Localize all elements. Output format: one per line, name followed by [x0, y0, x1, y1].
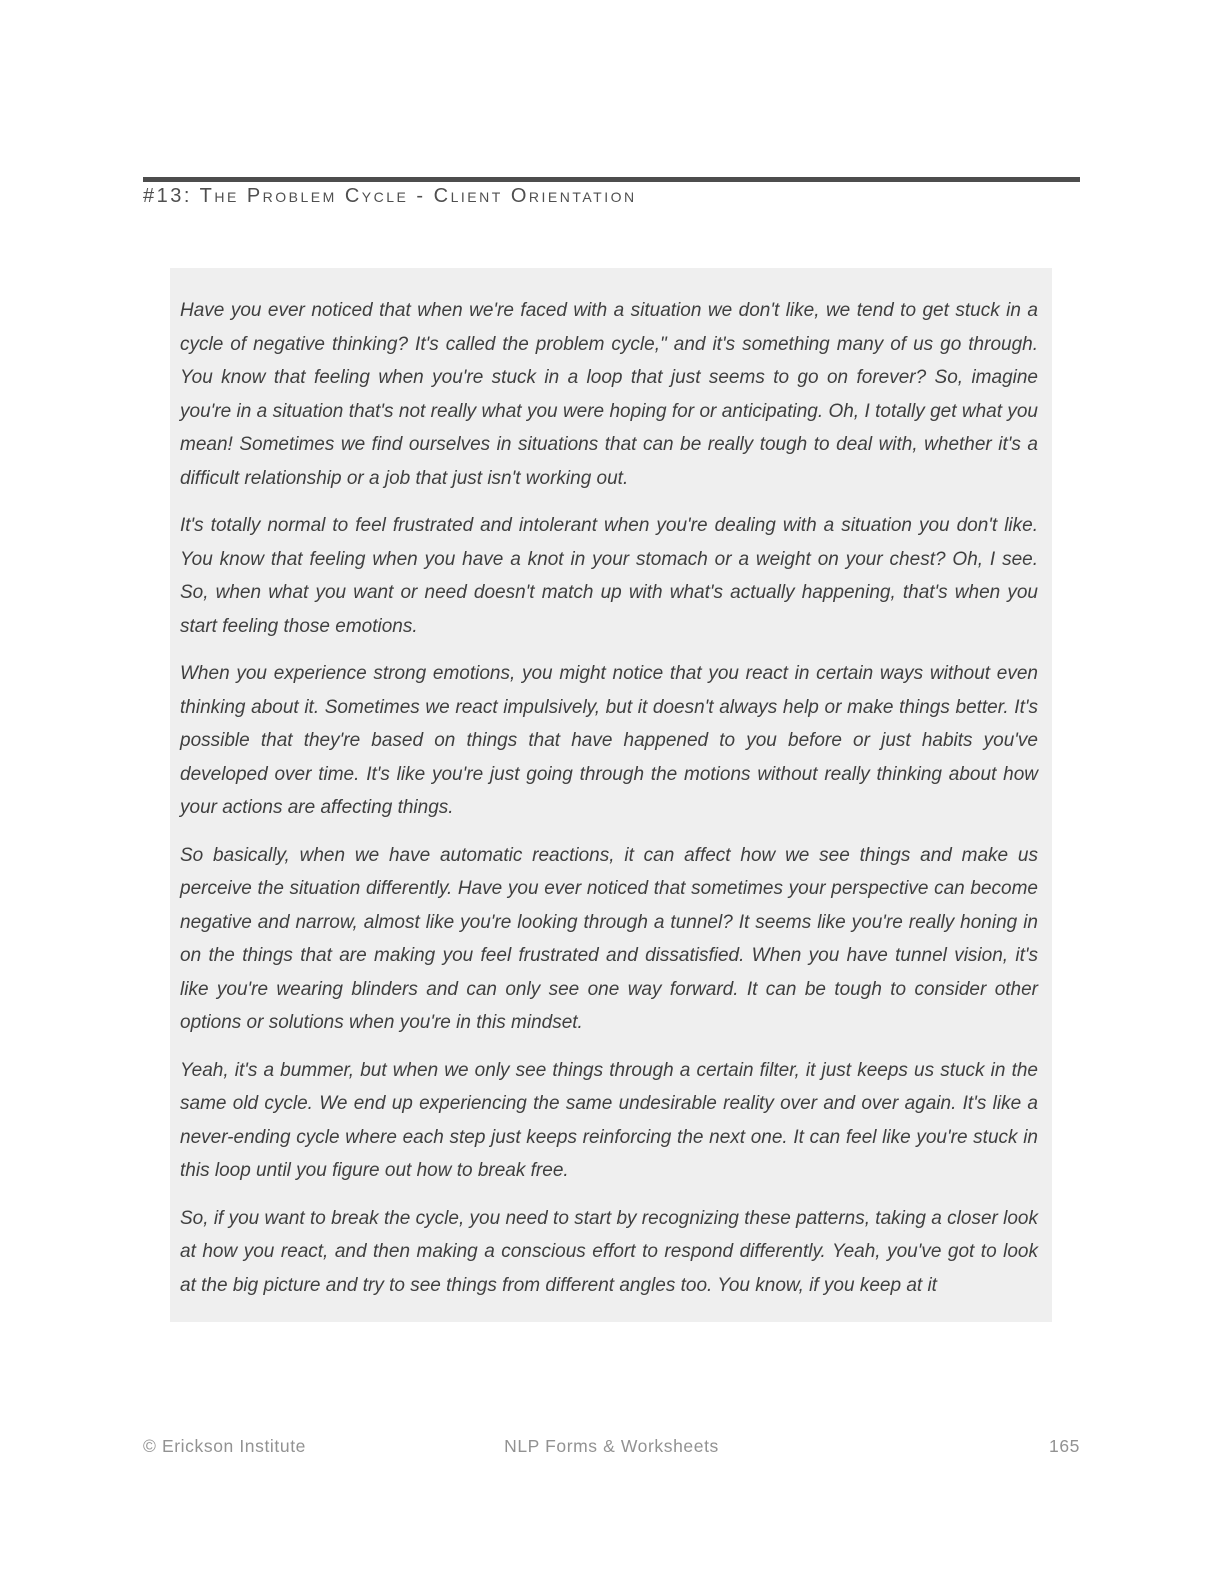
paragraph: So basically, when we have automatic reactions, it can affect how we see things and make us perceive the situation differently. Have you ever noticed that sometimes your perspective can become negative and narrow, almost like you're looking through a tunnel? It seems like you're really honing in on the things that are making you feel frustrated and dissatisfied. When you have tunnel vision, it's like you're wearing blinders and can only see one way forward. It can be tough to consider other options or solutions when you're in this mindset.	[180, 844, 1038, 1033]
page-title: #13: The Problem Cycle - Client Orientation	[143, 185, 637, 207]
header-rule	[143, 177, 1080, 182]
paragraph-list	[180, 294, 1038, 1302]
footer-copyright: © Erickson Institute	[143, 1436, 307, 1456]
footer-document-title: NLP Forms & Worksheets	[504, 1436, 719, 1456]
paragraph: Have you ever noticed that when we're faced with a situation we don't like, we tend to get stuck in a cycle of negative thinking? It's called the problem cycle," and it's something many of us go through. You know that feeling when you're stuck in a loop that just seems to go on forever? So, imagine you're in a situation that's not really what you were hoping for or anticipating. Oh, I totally get what you mean! Sometimes we find ourselves in situations that can be really tough to deal with, whether it's a difficult relationship or a job that just isn't working out.	[180, 300, 1038, 489]
footer-page-number: 165	[1049, 1436, 1080, 1456]
paragraph: Yeah, it's a bummer, but when we only see things through a certain filter, it just keeps us stuck in the same old cycle. We end up experiencing the same undesirable reality over and over again. It's like a never-ending cycle where each step just keeps reinforcing the next one. It can feel like you're stuck in this loop until you figure out how to break free.	[180, 1059, 1038, 1181]
page-footer	[143, 1436, 1080, 1457]
paragraph: So, if you want to break the cycle, you need to start by recognizing these patterns, taking a closer look at how you react, and then making a conscious effort to respond differently. Yeah, you've got to look at the big picture and try to see things from different angles too. You know, if you keep at it	[180, 1207, 1038, 1296]
worksheet-text-panel	[170, 268, 1052, 1322]
paragraph: When you experience strong emotions, you might notice that you react in certain ways without even thinking about it. Sometimes we react impulsively, but it doesn't always help or make things better. It's possible that they're based on things that have happened to you before or just habits you've developed over time. It's like you're just going through the motions without really thinking about how your actions are affecting things.	[180, 663, 1038, 818]
paragraph: It's totally normal to feel frustrated and intolerant when you're dealing with a situation you don't like. You know that feeling when you have a knot in your stomach or a weight on your chest? Oh, I see. So, when what you want or need doesn't match up with what's actually happening, that's when you start feeling those emotions.	[180, 515, 1038, 637]
